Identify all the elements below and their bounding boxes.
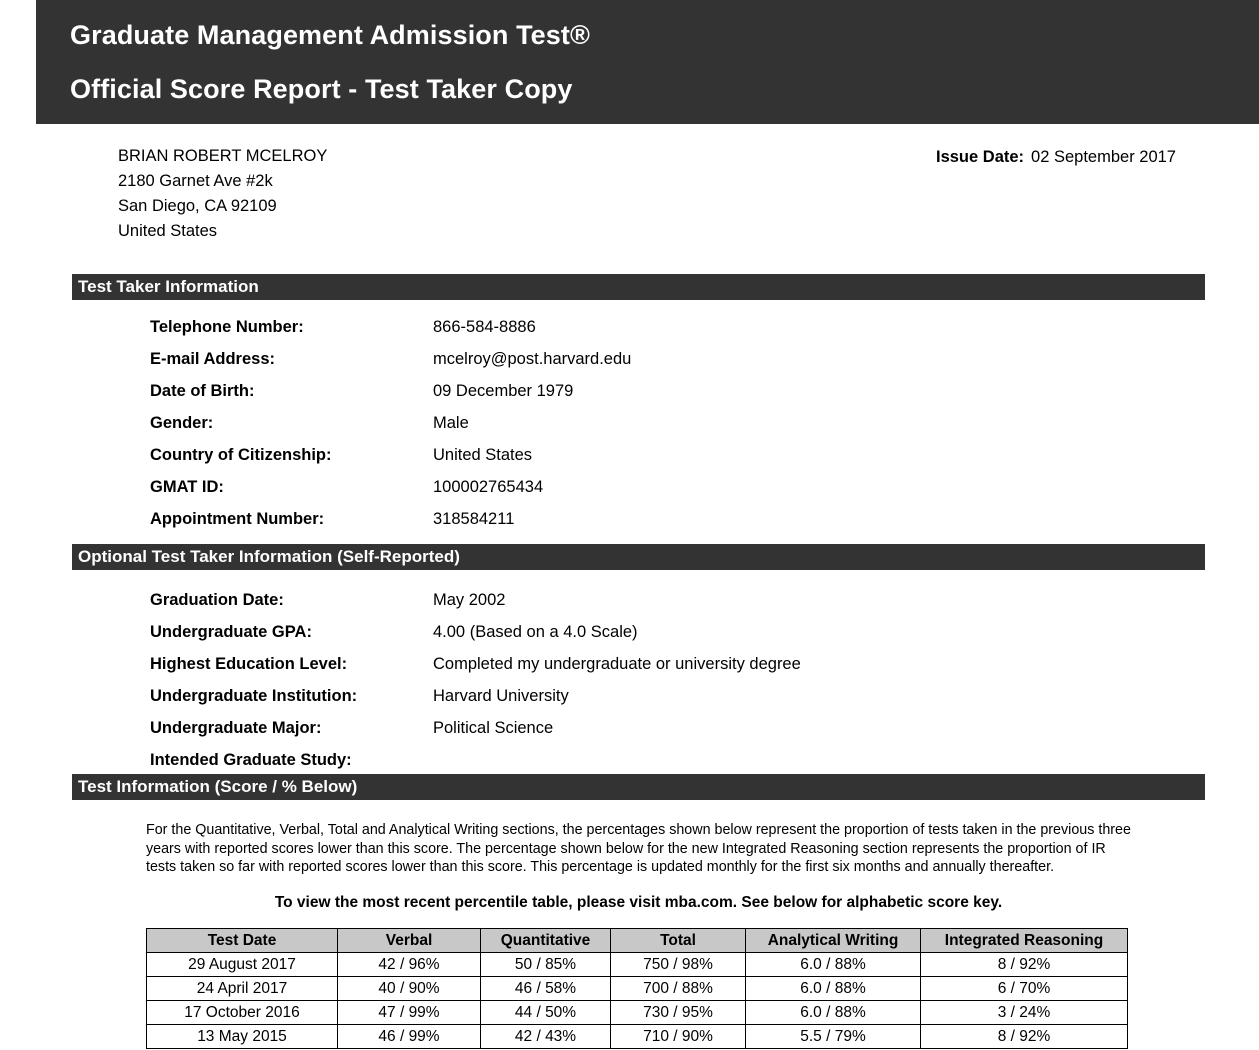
value-appointment-number: 318584211 — [433, 510, 515, 528]
value-graduation-date: May 2002 — [433, 591, 506, 609]
info-row-undergraduate-major — [150, 712, 554, 744]
cell-verbal: 46 / 99% — [338, 1025, 481, 1049]
info-row-gmat-id — [150, 471, 544, 503]
column-header-analytical-writing: Analytical Writing — [746, 929, 921, 953]
cell-integrated-reasoning: 8 / 92% — [921, 953, 1128, 977]
value-undergraduate-major: Political Science — [433, 719, 554, 737]
info-row-gender — [150, 407, 469, 439]
info-row-appointment-number — [150, 503, 515, 535]
report-title-primary: Graduate Management Admission Test® — [70, 20, 590, 50]
cell-verbal: 42 / 96% — [338, 953, 481, 977]
label-intended-graduate-study: Intended Graduate Study: — [150, 751, 352, 769]
value-gender: Male — [433, 414, 469, 432]
issue-date-block — [936, 145, 1176, 170]
info-row-email-address — [150, 343, 632, 375]
test-taker-information-rows — [150, 311, 632, 535]
table-row — [147, 1025, 1128, 1049]
value-undergraduate-institution: Harvard University — [433, 687, 569, 705]
value-telephone-number: 866-584-8886 — [433, 318, 536, 336]
score-history-table — [146, 928, 1128, 1049]
report-title-banner — [36, 0, 1259, 124]
report-title-secondary: Official Score Report - Test Taker Copy — [70, 74, 573, 104]
cell-test-date: 13 May 2015 — [147, 1025, 338, 1049]
section-title-test-information: Test Information (Score / % Below) — [78, 777, 358, 796]
cell-quantitative: 44 / 50% — [481, 1001, 611, 1025]
recipient-city-state-zip: San Diego, CA 92109 — [118, 197, 277, 215]
info-row-undergraduate-gpa — [150, 616, 638, 648]
cell-analytical-writing: 6.0 / 88% — [746, 977, 921, 1001]
column-header-test-date: Test Date — [147, 929, 338, 953]
value-gmat-id: 100002765434 — [433, 478, 544, 496]
cell-total: 710 / 90% — [611, 1025, 746, 1049]
label-undergraduate-major: Undergraduate Major: — [150, 719, 322, 737]
cell-analytical-writing: 6.0 / 88% — [746, 1001, 921, 1025]
percentile-table-notice: To view the most recent percentile table, please visit mba.com. See below for alphabetic score key. — [274, 893, 1003, 911]
info-row-undergraduate-institution — [150, 680, 569, 712]
optional-test-taker-information-rows — [150, 584, 801, 776]
recipient-address-block — [118, 144, 818, 244]
issue-date-label: Issue Date: — [936, 148, 1025, 166]
section-header-test-information — [72, 774, 1205, 800]
label-undergraduate-institution: Undergraduate Institution: — [150, 687, 358, 705]
info-row-intended-graduate-study — [150, 744, 357, 776]
info-row-country-of-citizenship — [150, 439, 533, 471]
value-date-of-birth: 09 December 1979 — [433, 382, 574, 400]
section-title-optional-test-taker-information: Optional Test Taker Information (Self-Reported) — [78, 547, 460, 566]
cell-total: 700 / 88% — [611, 977, 746, 1001]
value-highest-education-level: Completed my undergraduate or university degree — [433, 655, 801, 673]
label-highest-education-level: Highest Education Level: — [150, 655, 348, 673]
section-header-test-taker-information — [72, 274, 1205, 300]
cell-test-date: 17 October 2016 — [147, 1001, 338, 1025]
label-email-address: E-mail Address: — [150, 350, 276, 368]
recipient-street: 2180 Garnet Ave #2k — [118, 172, 273, 190]
cell-quantitative: 50 / 85% — [481, 953, 611, 977]
column-header-quantitative: Quantitative — [481, 929, 611, 953]
info-row-highest-education-level — [150, 648, 801, 680]
issue-date-value: 02 September 2017 — [1031, 148, 1176, 166]
section-title-test-taker-information: Test Taker Information — [78, 277, 259, 296]
recipient-country: United States — [118, 222, 218, 240]
column-header-verbal: Verbal — [338, 929, 481, 953]
column-header-total: Total — [611, 929, 746, 953]
value-email-address: mcelroy@post.harvard.edu — [433, 350, 632, 368]
label-gmat-id: GMAT ID: — [150, 478, 224, 496]
percentile-explanation-paragraph: For the Quantitative, Verbal, Total and Analytical Writing sections, the percentages shown below represent the proportion of tests taken in the previous three years with reported scores lower than this score. The percentage shown below for the new Integrated Reasoning section represents the proportion of IR tests taken so far with reported scores lower than this score. This percentage is updated monthly for the first six months and annually thereafter. — [146, 822, 1131, 876]
label-appointment-number: Appointment Number: — [150, 510, 325, 528]
info-row-graduation-date — [150, 584, 506, 616]
cell-analytical-writing: 6.0 / 88% — [746, 953, 921, 977]
cell-analytical-writing: 5.5 / 79% — [746, 1025, 921, 1049]
label-gender: Gender: — [150, 414, 214, 432]
cell-integrated-reasoning: 8 / 92% — [921, 1025, 1128, 1049]
label-graduation-date: Graduation Date: — [150, 591, 284, 609]
cell-total: 750 / 98% — [611, 953, 746, 977]
cell-quantitative: 42 / 43% — [481, 1025, 611, 1049]
label-undergraduate-gpa: Undergraduate GPA: — [150, 623, 312, 641]
cell-integrated-reasoning: 3 / 24% — [921, 1001, 1128, 1025]
cell-total: 730 / 95% — [611, 1001, 746, 1025]
table-header-row — [147, 929, 1128, 953]
cell-verbal: 40 / 90% — [338, 977, 481, 1001]
value-country-of-citizenship: United States — [433, 446, 533, 464]
table-row — [147, 977, 1128, 1001]
recipient-name: BRIAN ROBERT MCELROY — [118, 147, 328, 165]
test-information-description — [146, 821, 1131, 913]
cell-test-date: 29 August 2017 — [147, 953, 338, 977]
label-telephone-number: Telephone Number: — [150, 318, 304, 336]
info-row-date-of-birth — [150, 375, 574, 407]
cell-verbal: 47 / 99% — [338, 1001, 481, 1025]
info-row-telephone-number — [150, 311, 536, 343]
column-header-integrated-reasoning: Integrated Reasoning — [921, 929, 1128, 953]
value-undergraduate-gpa: 4.00 (Based on a 4.0 Scale) — [433, 623, 638, 641]
table-row — [147, 953, 1128, 977]
label-country-of-citizenship: Country of Citizenship: — [150, 446, 332, 464]
table-row — [147, 1001, 1128, 1025]
label-date-of-birth: Date of Birth: — [150, 382, 255, 400]
cell-quantitative: 46 / 58% — [481, 977, 611, 1001]
cell-integrated-reasoning: 6 / 70% — [921, 977, 1128, 1001]
cell-test-date: 24 April 2017 — [147, 977, 338, 1001]
section-header-optional-test-taker-information — [72, 544, 1205, 570]
